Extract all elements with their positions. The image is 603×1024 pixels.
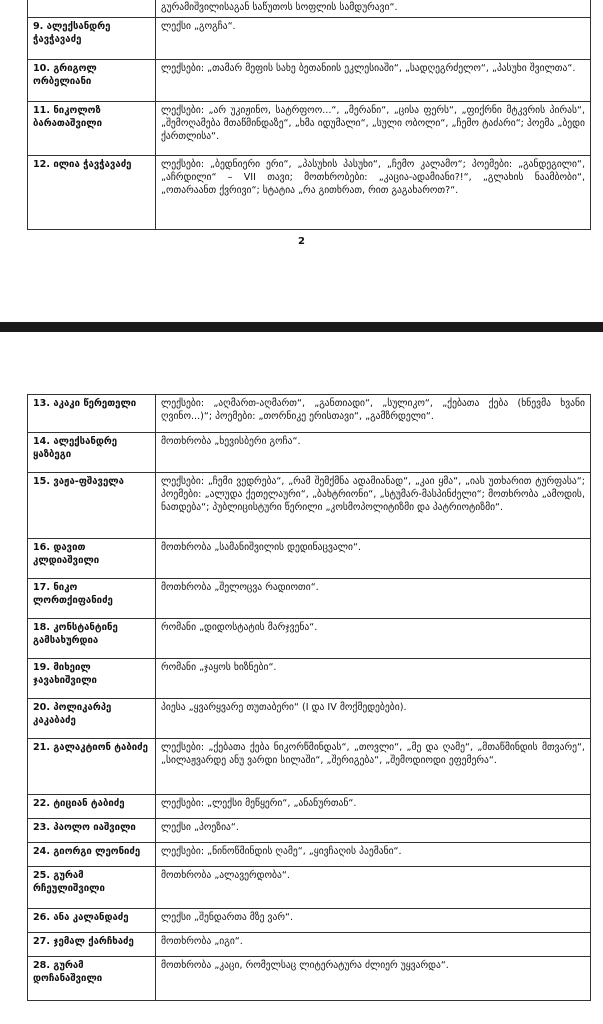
author-cell: 16. დავით კლდიაშვილი xyxy=(28,539,156,579)
author-cell: 17. ნიკო ლორთქიფანიძე xyxy=(28,579,156,619)
table-row xyxy=(28,795,591,819)
works-cell: ლექსი „გოგჩა“. xyxy=(156,18,591,60)
author-cell: 11. ნიკოლოზ ბარათაშვილი xyxy=(28,102,156,156)
works-cell: რომანი „ჯაყოს ხიზნები“. xyxy=(156,659,591,699)
author-cell: 9. ალექსანდრე ჭავჭავაძე xyxy=(28,18,156,60)
works-cell: რომანი „დიდოსტატის მარჯვენა“. xyxy=(156,619,591,659)
works-cell: გურამიშვილისაგან საწუთოს სოფლის სამდურავი“. xyxy=(156,0,591,18)
author-cell: 24. გიორგი ლეონიძე xyxy=(28,843,156,867)
literature-table-upper xyxy=(27,0,591,230)
table-row xyxy=(28,102,591,156)
works-cell: ლექსები: „ქებათა ქება ნიკორწმინდას“, „თოვლი“, „მე და ღამე“, „მთაწმინდის მთვარე“, „სილაჟვარდე ანუ ვარდი სილაში“, „შერიგება“, „შემოდიოდი ეფემერა“. xyxy=(156,739,591,795)
author-cell: 25. გურამ რჩეულიშვილი xyxy=(28,867,156,909)
works-cell: ლექსი „შენდართა მზე ვარ“. xyxy=(156,909,591,933)
works-cell: მოთხრობა „შელოცვა რადიოთი“. xyxy=(156,579,591,619)
works-cell: ლექსი „პოეზია“. xyxy=(156,819,591,843)
table-row xyxy=(28,867,591,909)
table-row xyxy=(28,933,591,957)
table-row xyxy=(28,659,591,699)
works-cell: მოთხრობა „ხევისბერი გოჩა“. xyxy=(156,433,591,473)
author-cell: 22. ტიციან ტაბიძე xyxy=(28,795,156,819)
works-cell: პიესა „ყვარყვარე თუთაბერი“ (I და IV მოქმედებები). xyxy=(156,699,591,739)
works-cell: ლექსები: „ბედნიერი ერი“, „პასუხის პასუხი“, „ჩემო კალამო“; პოემები: „განდეგილი“, „აჩრდილი“ – VII თავი; მოთხრობები: „კაცია-ადამიანი?!“, „გლახის ნაამბობი“, „ოთარაანთ ქვრივი“; სტატია „რა გითხრათ, რით გაგახაროთ?“. xyxy=(156,156,591,230)
author-cell: 15. ვაჟა-ფშაველა xyxy=(28,473,156,539)
author-cell: 20. პოლიკარპე კაკაბაძე xyxy=(28,699,156,739)
table-row xyxy=(28,433,591,473)
table-row xyxy=(28,579,591,619)
page-number: 2 xyxy=(298,236,305,247)
table-row xyxy=(28,819,591,843)
document-page-lower xyxy=(0,332,603,1024)
author-cell: 21. გალაკტიონ ტაბიძე xyxy=(28,739,156,795)
table-row xyxy=(28,0,591,18)
author-cell: 12. ილია ჭავჭავაძე xyxy=(28,156,156,230)
table-row xyxy=(28,699,591,739)
author-cell: 13. აკაკი წერეთელი xyxy=(28,395,156,433)
document-page-upper xyxy=(0,0,603,322)
works-cell: მოთხრობა „კაცი, რომელსაც ლიტერატურა ძლიერ უყვარდა“. xyxy=(156,957,591,1001)
author-cell: 27. ჯემალ ქარჩხაძე xyxy=(28,933,156,957)
works-cell: ლექსები: „ლექსი მეწყერი“, „ანანურთან“. xyxy=(156,795,591,819)
table-row xyxy=(28,539,591,579)
table-row xyxy=(28,909,591,933)
table-row xyxy=(28,18,591,60)
literature-table-lower xyxy=(27,394,591,1001)
works-cell: ლექსები: „ნინოწმინდის ღამე“, „ყივჩაღის პაემანი“. xyxy=(156,843,591,867)
works-cell: ლექსები: „ჩემი ვედრება“, „რამ შემქმნა ადამიანად“, „კაი ყმა“, „იას უთხარით ტურფასა“; პოემები: „ალუდა ქეთელაური“, „ბახტრიონი“, „სტუმარ-მასპინძელი“; მოთხრობა „ამოდის, ნათდება“; პუბლიცისტური წერილი „კოსმოპოლიტიზმი და პატრიოტიზმი“. xyxy=(156,473,591,539)
table-row xyxy=(28,60,591,102)
table-row xyxy=(28,843,591,867)
author-cell: 19. მიხეილ ჯავახიშვილი xyxy=(28,659,156,699)
author-cell: 28. გურამ დოჩანაშვილი xyxy=(28,957,156,1001)
table-row xyxy=(28,395,591,433)
works-cell: მოთხრობა „ალავერდობა“. xyxy=(156,867,591,909)
author-cell: 18. კონსტანტინე გამსახურდია xyxy=(28,619,156,659)
page-divider xyxy=(0,322,603,332)
table-row xyxy=(28,473,591,539)
works-cell: მოთხრობა „იგი“. xyxy=(156,933,591,957)
author-cell: 14. ალექსანდრე ყაზბეგი xyxy=(28,433,156,473)
table-row xyxy=(28,957,591,1001)
table-row xyxy=(28,619,591,659)
works-cell: ლექსები: „თამარ მეფის სახე ბეთანიის ეკლესიაში“, „სადღეგრძელო“, „პასუხი შვილთა“. xyxy=(156,60,591,102)
works-cell: ლექსები: „არ უკიჟინო, სატრფოო...“, „მერანი“, „ცისა ფერს“, „ფიქრნი მტკვრის პირას“, „შემოღამება მთაწმინდაზე“, „ხმა იდუმალი“, „სული ობოლი“, „ჩემო ტაძარი“; პოემა „ბედი ქართლისა“. xyxy=(156,102,591,156)
table-row xyxy=(28,739,591,795)
works-cell: ლექსები: „აღმართ-აღმართ“, „განთიადი“, „სულიკო“, „ქებათა ქება (ხნევმა ხვანი ღვინო...)“; პოემები: „თორნიკე ერისთავი“, „გამზრდელი“. xyxy=(156,395,591,433)
works-cell: მოთხრობა „სამანიშვილის დედინაცვალი“. xyxy=(156,539,591,579)
author-cell: 23. პაოლო იაშვილი xyxy=(28,819,156,843)
table-row xyxy=(28,156,591,230)
author-cell: 26. ანა კალანდაძე xyxy=(28,909,156,933)
author-cell xyxy=(28,0,156,18)
author-cell: 10. გრიგოლ ორბელიანი xyxy=(28,60,156,102)
